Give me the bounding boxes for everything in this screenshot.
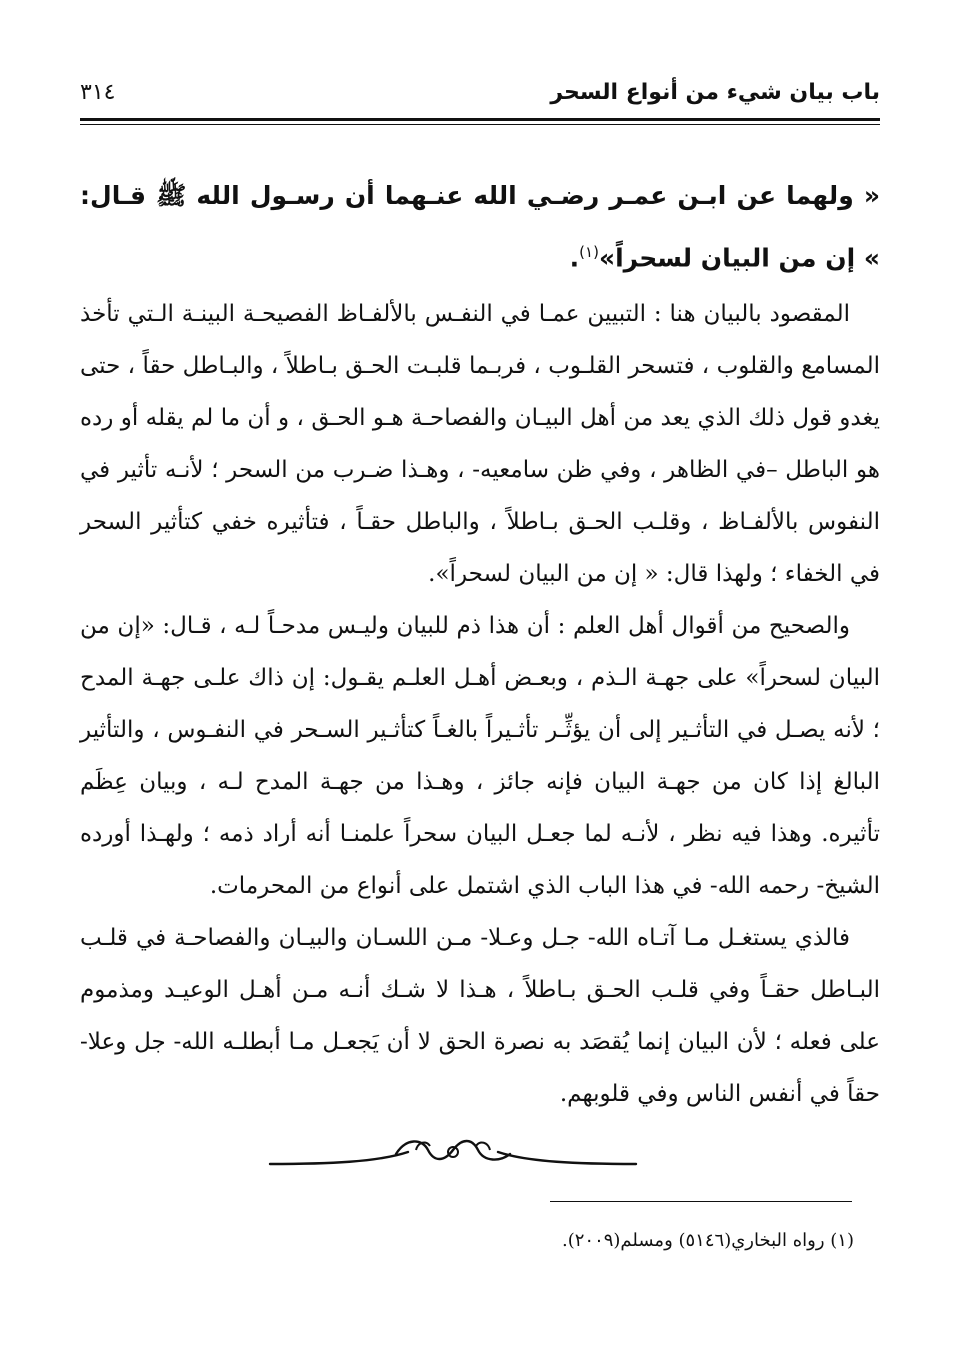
- main-text: [80, 168, 880, 1120]
- page-number: ٣١٤: [80, 80, 116, 105]
- ornament-divider-icon: [268, 1130, 638, 1176]
- paragraph: فالذي يستغـل مـا آتـاه الله- جـل وعـلا- مـن اللسـان والبيـان والفصاحـة في قلـب البـاطل حقـاً وفي قلـب الحـق بـاطلاً ، هـذا لا شـك أنـه مـن أهـل الوعيـد ومذموم على فعله ؛ لأن البيان إنما يُقصَد به نصرة الحق لا أن يَجعـل مـا أبطلـه الله- جل وعلا- حقاً في أنفس الناس وفي قلوبهم.: [80, 925, 880, 1108]
- paragraph: المقصود بالبيان هنا : التبيين عمـا في النفـس بالألفـاظ الفصيحـة البينـة الـتي تأخذ المسامع والقلوب ، فتسحر القلـوب ، فربـما قلبـت الحـق بـاطلاً ، والبـاطل حقاً ، حتى يغدو قول ذلك الذي يعد من أهل البيـان والفصاحـة هـو الحـق ، و أن ما لم يقله أو رده هو الباطل –في الظاهر ، وفي ظن سامعيه- ، وهـذا ضـرب من السحر ؛ لأنـه تأثير في النفوس بالألفـاظ ، وقلـب الحـق بـاطلاً ، والباطل حقـاً ، فتأثيره خفي كتأثير السحر في الخفاء ؛ ولهذا قال: « إن من البيان لسحراً».: [80, 301, 880, 588]
- hadith-body: « ولهما عن ابـن عمـر رضـي الله عنـهما أن رسـول الله ﷺ قـال: » إن من البيان لسحراً»: [80, 181, 880, 273]
- footnote: (١) رواه البخاري(٥١٤٦) ومسلم(٢٠٠٩).: [561, 1230, 854, 1251]
- footnote-marker[interactable]: (١): [579, 243, 599, 261]
- header-rule-thick: [80, 118, 880, 121]
- paragraph: والصحيح من أقوال أهل العلم : أن هذا ذم للبيان وليـس مدحـاً لـه ، قـال: «إن من البيان لسحراً» على جهـة الـذم ، وبعـض أهـل العلـم يقـول: إن ذاك علـى جهـة المدح ؛ لأنه يصـل في التأثـير إلى أن يؤثِّـر تأثـيراً بالغـاً كتأثـير السـحر في النفـوس ، والتأثير البالغ إذا كان من جهـة البيان فإنه جائز ، وهـذا من جهـة المدح لـه ، وبيان عِظَم تأثيره. وهذا فيه نظر ، لأنـه لما جعـل البيان سحراً علمنـا أنه أراد ذمه ؛ ولهـذا أورده الشيخ- رحمه الله- في هذا الباب الذي اشتمل على أنواع من المحرمات.: [80, 613, 880, 900]
- hadith-text: [80, 168, 880, 286]
- footnote-rule: [550, 1201, 852, 1202]
- page-header: [80, 78, 880, 118]
- header-rule-thin: [80, 124, 880, 125]
- chapter-title: باب بيان شيء من أنواع السحر: [550, 80, 880, 105]
- hadith-end: .: [569, 243, 580, 273]
